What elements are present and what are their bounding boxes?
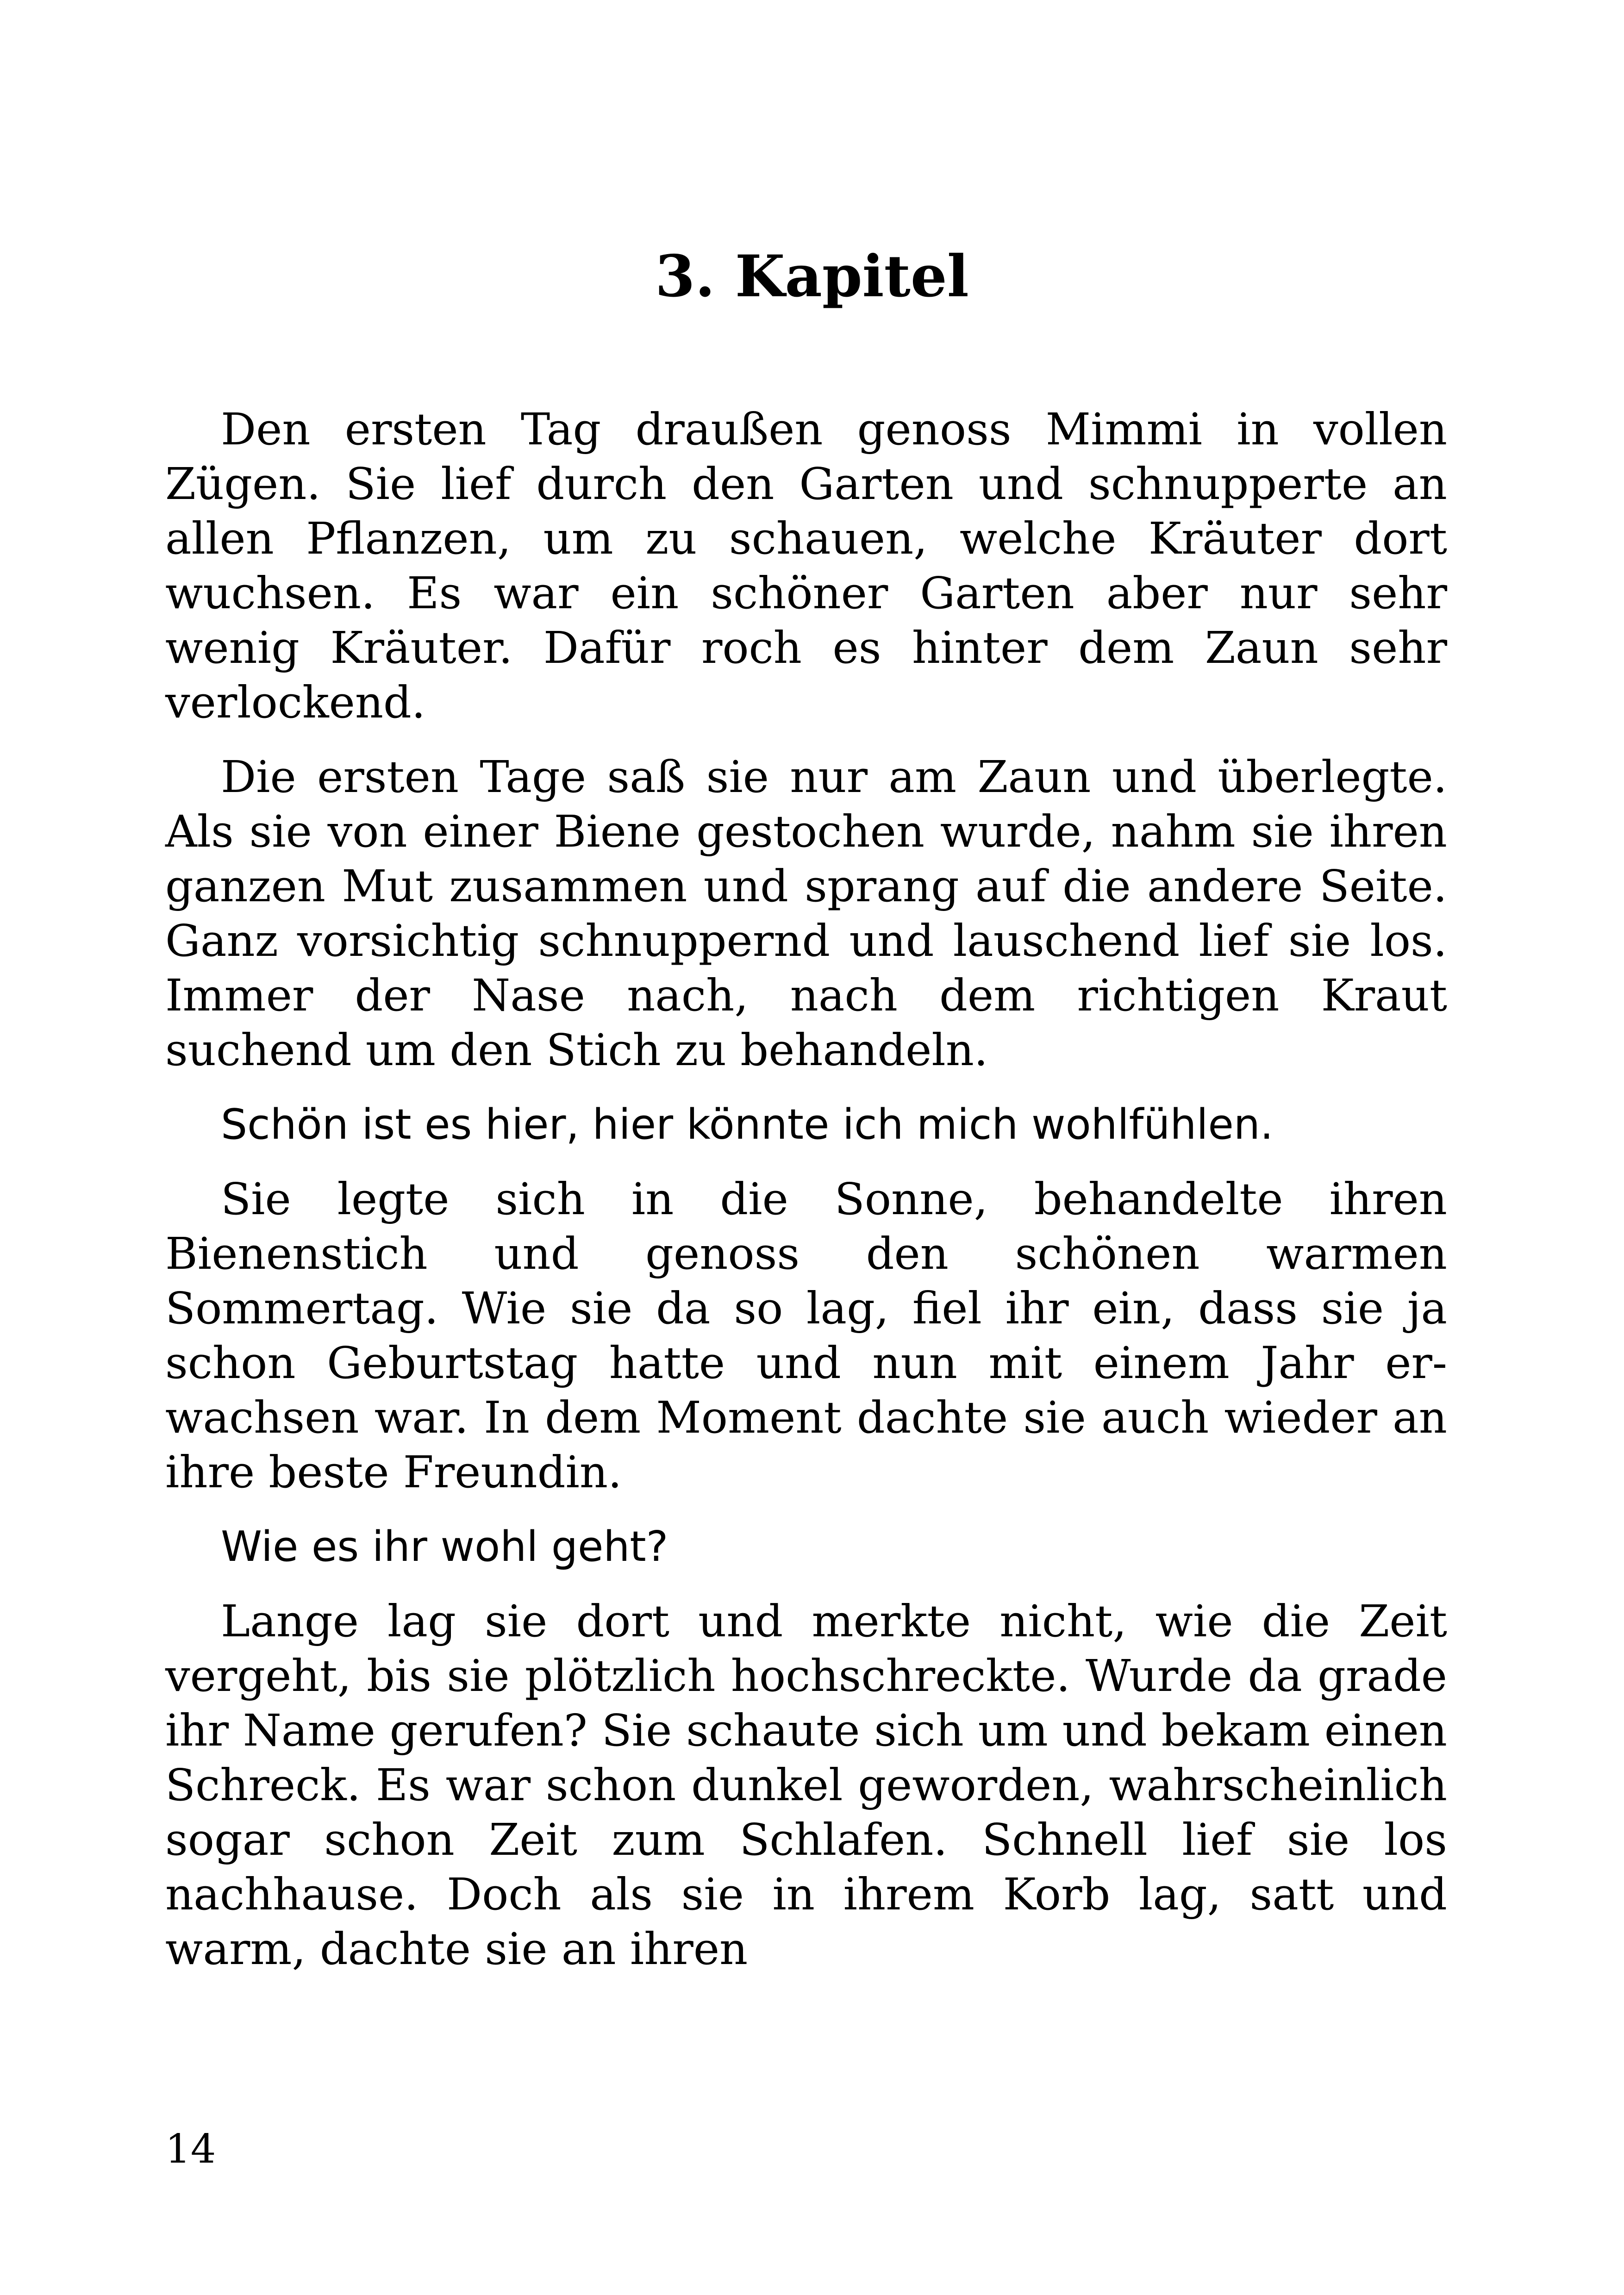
inner-thought: Schön ist es hier, hier könnte ich mich wohlfühlen. [221,1100,1274,1149]
chapter-body [165,402,1447,1996]
paragraph: Lange lag sie dort und merkte nicht, wie die Zeit vergeht, bis sie plötzlich hochschreckte. Wurde da grade ihr Name gerufen? Sie schaute sich um und bekam einen Schreck. Es war schon dunkel geworden, wahrscheinlich sogar schon Zeit zum Schlafen. Schnell lief sie los nachhause. Doch als sie in ihrem Korb lag, satt und warm, dachte sie an ihren [165,1596,1447,1975]
paragraph: Die ersten Tage saß sie nur am Zaun und überlegte. Als sie von einer Biene gestochen wurde, nahm sie ihren ganzen Mut zusammen und sprang auf die andere Seite. Ganz vorsichtig schnuppernd und lauschend lief sie los. Immer der Nase nach, nach dem richtigen Kraut suchend um den Stich zu behandeln. [165,752,1447,1076]
chapter-title: 3. Kapitel [655,243,969,310]
paragraph: Sie legte sich in die Sonne, behandelte ihren Bienenstich und genoss den schönen warmen Sommertag. Wie sie da so lag, fiel ihr ein, dass sie ja schon Geburtstag hatte und nun mit einem Jahr erwachsen war. In dem Moment dachte sie auch wieder an ihre beste Freundin. [165,1174,1447,1498]
paragraph: Den ersten Tag draußen genoss Mimmi in vollen Zügen. Sie lief durch den Garten und schnupperte an allen Pflanzen, um zu schauen, welche Kräuter dort wuchsen. Es war ein schöner Garten aber nur sehr wenig Kräuter. Dafür roch es hinter dem Zaun sehr verlockend. [165,404,1447,728]
page-number: 14 [165,2126,216,2172]
inner-thought: Wie es ihr wohl geht? [221,1522,668,1571]
